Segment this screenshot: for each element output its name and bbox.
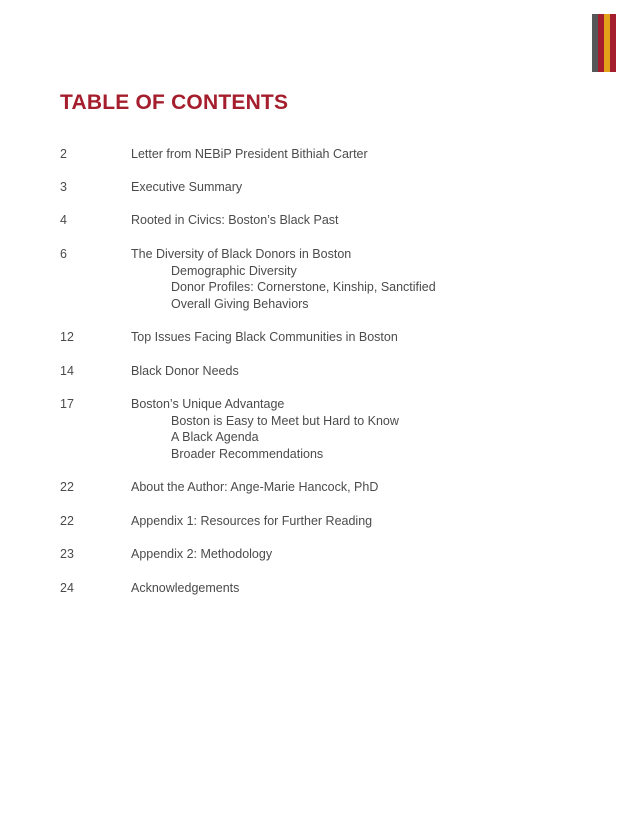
toc-page-number: 3 [60,180,67,194]
toc-entry-title: Acknowledgements [131,581,240,595]
toc-page-number: 4 [60,213,67,227]
toc-entry-title: Appendix 2: Methodology [131,547,273,561]
toc-page-number: 17 [60,397,74,411]
toc-entry-title: Executive Summary [131,180,243,194]
toc-page-number: 22 [60,480,74,494]
toc-page-number: 2 [60,147,67,161]
toc-entry[interactable] [60,212,580,229]
toc-entry[interactable] [60,580,580,597]
toc-entry-title: Boston’s Unique Advantage [131,397,285,411]
toc-entry-title: Top Issues Facing Black Communities in Boston [131,330,398,344]
page-title: TABLE OF CONTENTS [60,91,289,114]
toc-entry[interactable] [60,363,580,380]
toc-page-number: 12 [60,330,74,344]
toc-subentry[interactable]: Demographic Diversity [171,263,297,278]
toc-subentry[interactable]: Boston is Easy to Meet but Hard to Know [171,413,399,428]
toc-entry-title: About the Author: Ange-Marie Hancock, PhD [131,480,379,494]
accent-bars [592,14,616,72]
toc-entry[interactable] [60,513,580,530]
accent-bar-crimson [610,14,616,72]
toc-entry[interactable] [60,146,580,163]
toc-entry-title: Appendix 1: Resources for Further Reading [131,514,373,528]
toc-entry[interactable] [60,546,580,563]
toc-entry[interactable] [60,396,580,462]
toc-entry[interactable] [60,179,580,196]
toc-entry[interactable] [60,329,580,346]
toc-entry-title: Black Donor Needs [131,364,239,378]
toc-subentry[interactable]: Broader Recommendations [171,446,324,461]
toc-entry[interactable] [60,479,580,496]
toc-entry-title: Letter from NEBiP President Bithiah Carter [131,147,368,161]
toc-entry-title: Rooted in Civics: Boston’s Black Past [131,213,339,227]
toc-subentry[interactable]: Donor Profiles: Cornerstone, Kinship, Sanctified [171,280,436,295]
toc-subentry[interactable]: A Black Agenda [171,430,259,445]
toc-page-number: 24 [60,581,74,595]
toc-entry-title: The Diversity of Black Donors in Boston [131,247,352,261]
toc-page-number: 14 [60,364,74,378]
toc-subentry[interactable]: Overall Giving Behaviors [171,296,309,311]
toc-page-number: 22 [60,514,74,528]
toc-page-number: 23 [60,547,74,561]
toc-page-number: 6 [60,247,67,261]
toc-entry[interactable] [60,246,580,312]
